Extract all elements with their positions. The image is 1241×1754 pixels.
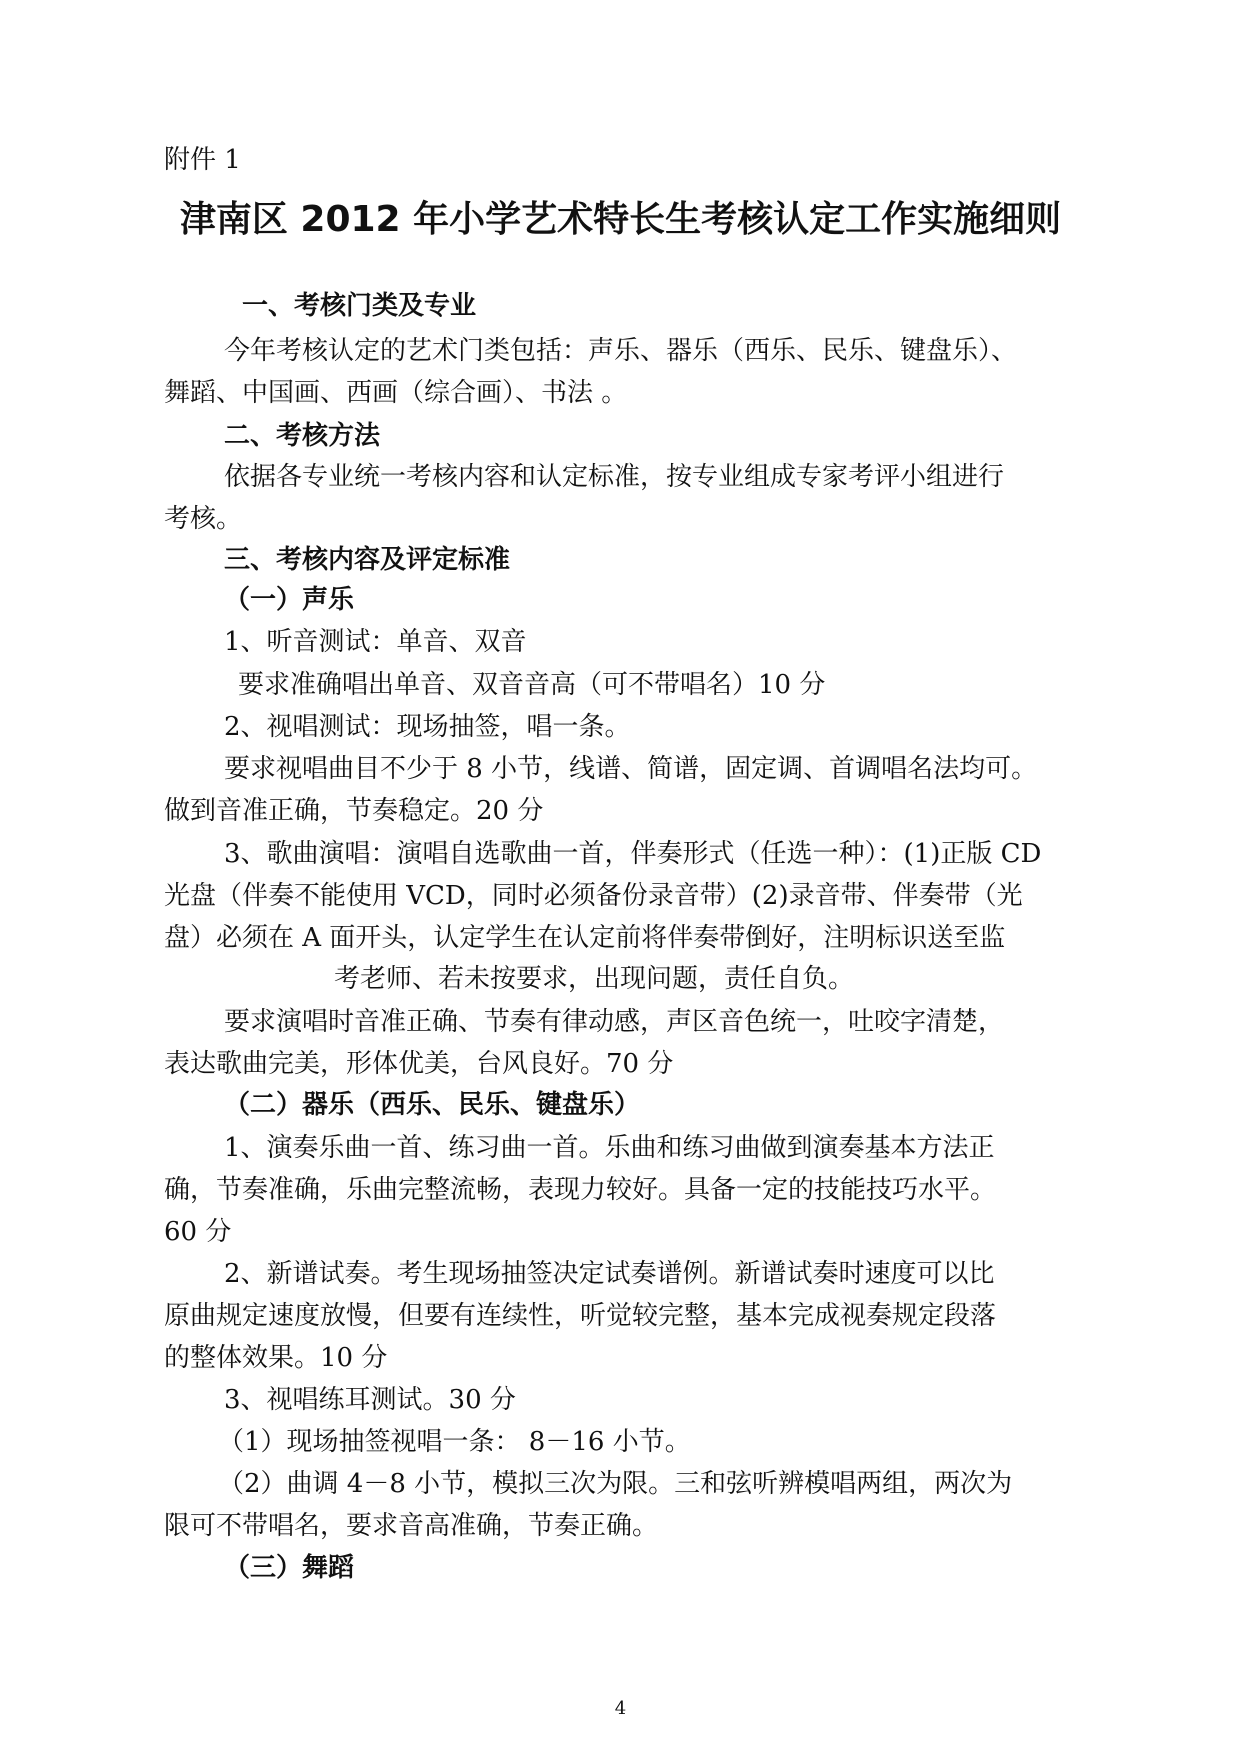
page-number: 4 — [614, 1698, 627, 1719]
paragraph-line: 1、演奏乐曲一首、练习曲一首。乐曲和练习曲做到演奏基本方法正 — [224, 1133, 995, 1163]
paragraph-line: 今年考核认定的艺术门类包括：声乐、器乐（西乐、民乐、键盘乐）、 — [224, 336, 1018, 366]
annex-label: 附件 1 — [164, 145, 241, 175]
paragraph-line: 做到音准正确，节奏稳定。20 分 — [164, 796, 544, 826]
paragraph-line: 2、视唱测试：现场抽签，唱一条。 — [224, 712, 631, 742]
paragraph-line: 表达歌曲完美，形体优美，台风良好。70 分 — [164, 1049, 674, 1079]
paragraph-line: 考老师、若未按要求，出现问题，责任自负。 — [334, 964, 855, 994]
paragraph-line: 原曲规定速度放慢，但要有连续性，听觉较完整，基本完成视奏规定段落 — [164, 1301, 997, 1331]
paragraph-line: 3、歌曲演唱：演唱自选歌曲一首，伴奏形式（任选一种）：(1)正版 CD — [224, 839, 1042, 869]
paragraph-line: 的整体效果。10 分 — [164, 1343, 388, 1373]
subsection-heading: （二）器乐（西乐、民乐、键盘乐） — [224, 1090, 641, 1120]
paragraph-line: 光盘（伴奏不能使用 VCD，同时必须备份录音带）(2)录音带、伴奏带（光 — [164, 881, 1023, 911]
paragraph-line: 舞蹈、中国画、西画（综合画）、书法 。 — [164, 378, 628, 408]
paragraph-line: 考核。 — [164, 504, 243, 534]
section-heading: 一、考核门类及专业 — [242, 291, 477, 321]
paragraph-line: 要求演唱时音准正确、节奏有律动感，声区音色统一，吐咬字清楚， — [224, 1007, 1005, 1037]
paragraph-line: 要求视唱曲目不少于 8 小节，线谱、简谱，固定调、首调唱名法均可。 — [224, 754, 1038, 784]
paragraph-line: 依据各专业统一考核内容和认定标准，按专业组成专家考评小组进行 — [224, 462, 1005, 492]
paragraph-line: 要求准确唱出单音、双音音高（可不带唱名）10 分 — [238, 670, 826, 700]
subsection-heading: （一）声乐 — [224, 585, 355, 615]
paragraph-line: （2）曲调 4－8 小节，模拟三次为限。三和弦听辨模唱两组，两次为 — [218, 1469, 1013, 1499]
paragraph-line: 限可不带唱名，要求音高准确，节奏正确。 — [164, 1511, 659, 1541]
paragraph-line: 确，节奏准确，乐曲完整流畅，表现力较好。具备一定的技能技巧水平。 — [164, 1175, 997, 1205]
document-title: 津南区 2012 年小学艺术特长生考核认定工作实施细则 — [179, 199, 1062, 240]
section-heading: 二、考核方法 — [224, 421, 381, 451]
subsection-heading: （三）舞蹈 — [224, 1553, 355, 1583]
section-heading: 三、考核内容及评定标准 — [224, 545, 511, 575]
paragraph-line: 2、新谱试奏。考生现场抽签决定试奏谱例。新谱试奏时速度可以比 — [224, 1259, 995, 1289]
paragraph-line: 1、听音测试：单音、双音 — [224, 627, 527, 657]
paragraph-line: 盘）必须在 A 面开头，认定学生在认定前将伴奏带倒好，注明标识送至监 — [164, 923, 1006, 953]
paragraph-line: 60 分 — [164, 1217, 232, 1247]
paragraph-line: 3、视唱练耳测试。30 分 — [224, 1385, 516, 1415]
paragraph-line: （1）现场抽签视唱一条： 8－16 小节。 — [218, 1427, 691, 1457]
